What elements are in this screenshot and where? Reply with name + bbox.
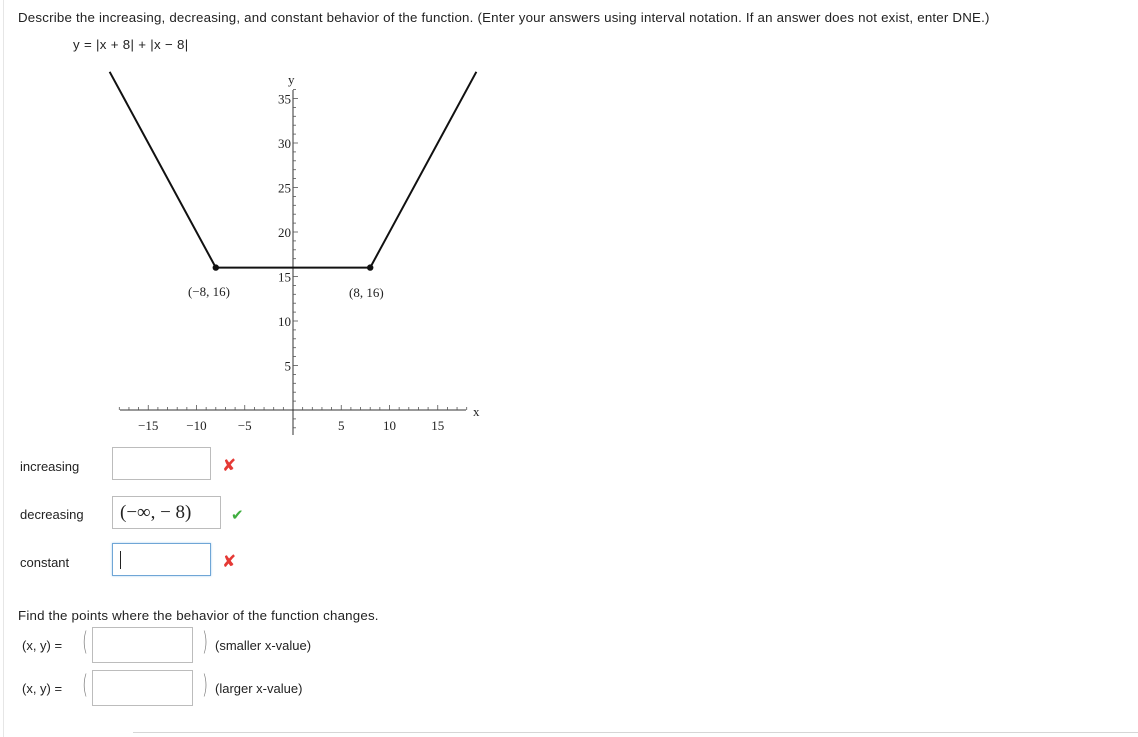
point-label-smaller: (x, y) =: [22, 638, 63, 653]
constant-label: constant: [20, 555, 70, 570]
y-tick-label: 35: [278, 91, 291, 107]
open-paren-smaller: (: [82, 627, 88, 657]
y-tick-label: 10: [278, 314, 291, 329]
y-tick-label: 25: [278, 180, 291, 196]
x-tick-label: −5: [237, 418, 252, 433]
x-tick-label: 15: [431, 418, 445, 433]
y-tick-label: 30: [278, 136, 291, 151]
y-tick-label: 5: [284, 358, 291, 374]
points-prompt: Find the points where the behavior of the function changes.: [18, 608, 379, 623]
close-paren-smaller: ): [202, 627, 208, 657]
x-tick-labels: [138, 418, 444, 433]
x-tick-label: 10: [383, 418, 396, 433]
x-axis-label: x: [473, 404, 480, 419]
increasing-label: increasing: [20, 459, 80, 474]
vertex-point-left: [213, 264, 219, 270]
text-caret: [120, 551, 121, 569]
vertex-point-right: [367, 264, 373, 270]
decreasing-label: decreasing: [20, 507, 84, 522]
decreasing-correct-icon: ✔: [231, 507, 244, 524]
increasing-incorrect-icon: ✘: [222, 456, 237, 475]
y-tick-label: 20: [278, 225, 291, 240]
y-axis-label: y: [288, 72, 295, 87]
function-equation: y = |x + 8| + |x − 8|: [73, 37, 189, 52]
y-tick-labels: [278, 92, 291, 374]
smaller-x-note: (smaller x-value): [215, 638, 312, 653]
close-paren-larger: ): [202, 670, 208, 700]
larger-x-note: (larger x-value): [215, 681, 303, 696]
constant-incorrect-icon: ✘: [222, 552, 237, 571]
decreasing-input[interactable]: (−∞, − 8): [112, 496, 221, 529]
x-tick-label: −15: [138, 418, 159, 433]
question-instructions: Describe the increasing, decreasing, and constant behavior of the function. (Enter your answers using interval notation. If an answer does not exist, enter DNE.): [18, 10, 990, 25]
smaller-point-input[interactable]: [92, 627, 193, 663]
footer-divider: [133, 732, 1138, 733]
x-tick-label: −10: [186, 418, 207, 433]
constant-input[interactable]: [112, 543, 211, 576]
increasing-input[interactable]: [112, 447, 211, 480]
point-label-left: (−8, 16): [188, 284, 230, 299]
y-tick-label: 15: [278, 269, 291, 285]
point-label-right: (8, 16): [349, 285, 384, 300]
open-paren-larger: (: [82, 670, 88, 700]
larger-point-input[interactable]: [92, 670, 193, 706]
x-tick-label: 5: [338, 418, 345, 433]
point-label-larger: (x, y) =: [22, 681, 63, 696]
